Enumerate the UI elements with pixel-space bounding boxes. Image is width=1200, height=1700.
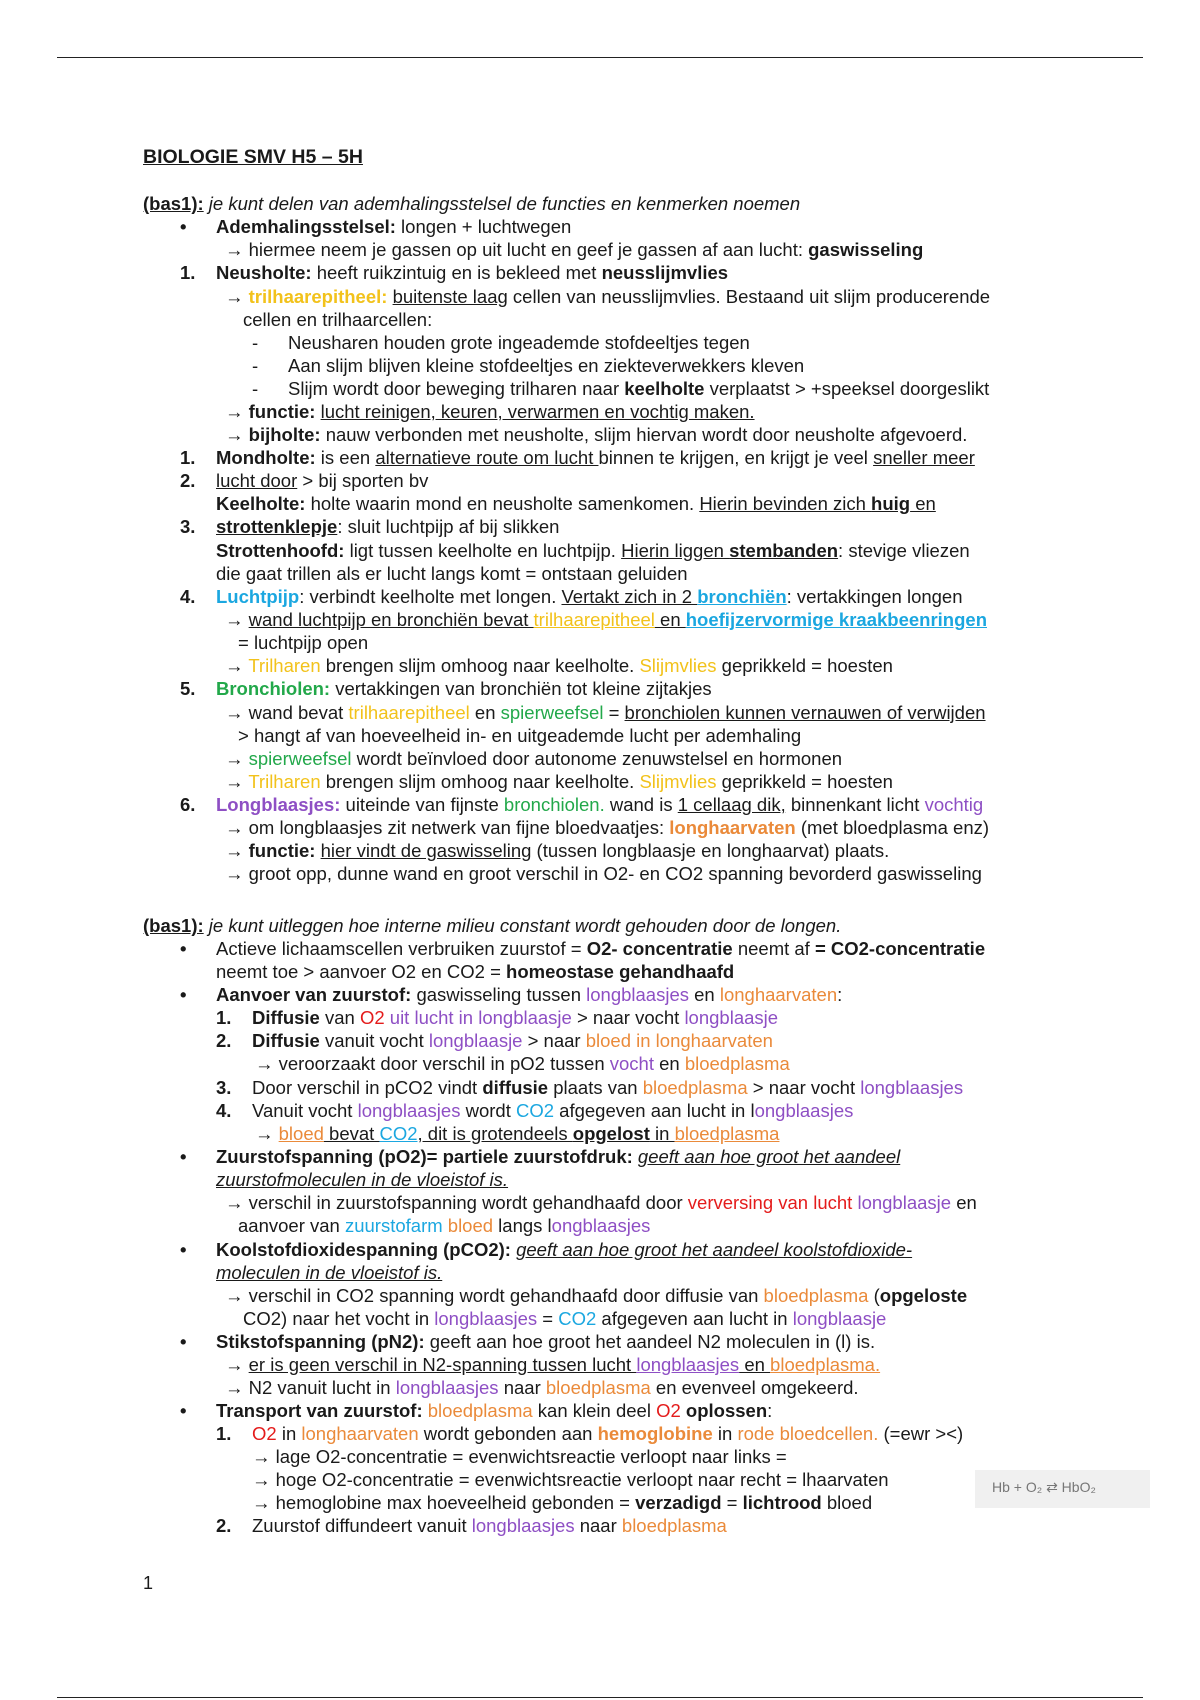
text-run: en: [653, 1053, 685, 1074]
list-marker: •: [180, 1400, 187, 1421]
text-run: lucht door: [216, 470, 298, 491]
text-run: binnenkant licht: [785, 794, 925, 815]
text-run: bronchiën: [697, 586, 787, 607]
text-run: → hiermee neem je gassen op uit lucht en geef je gassen af aan lucht:: [225, 239, 809, 260]
text-line: [216, 984, 842, 1006]
text-line: [216, 678, 712, 700]
text-run: functie:: [248, 401, 316, 422]
text-run: van: [319, 1007, 360, 1028]
text-run: spierweefsel: [248, 748, 352, 769]
text-run: longblaasje: [792, 1308, 887, 1329]
text-run: bronchiolen.: [503, 794, 605, 815]
text-run: →: [225, 401, 249, 422]
text-run: =: [603, 702, 625, 723]
text-run: hier vindt de gaswisseling: [320, 840, 532, 861]
text-run: uit lucht in longblaasje: [389, 1007, 572, 1028]
text-run: → veroorzaakt door verschil in pO2 tussen: [255, 1053, 610, 1074]
text-run: longblaasjes: [357, 1100, 461, 1121]
text-run: bloed: [821, 1492, 873, 1513]
text-run: ligt tussen keelholte en luchtpijp.: [344, 540, 622, 561]
text-run: longblaasje: [857, 1192, 952, 1213]
list-marker: •: [180, 1146, 187, 1167]
text-run: bloed: [447, 1215, 494, 1236]
text-run: huig: [871, 493, 911, 514]
text-line: [252, 1423, 963, 1445]
text-run: Trilharen: [248, 771, 321, 792]
text-run: oplossen: [685, 1400, 768, 1421]
text-run: en: [654, 609, 686, 630]
list-marker: 6.: [180, 794, 196, 815]
text-run: geeft aan hoe groot het aandeel: [637, 1146, 901, 1167]
text-run: CO2) naar het vocht in: [243, 1308, 435, 1329]
text-run: :: [767, 1400, 773, 1421]
text-run: plaats van: [548, 1077, 643, 1098]
list-marker: 2.: [180, 470, 196, 491]
text-run: Aan slijm blijven kleine stofdeeltjes en ziekteverwekkers kleven: [288, 355, 805, 376]
text-line: [216, 1262, 442, 1284]
text-run: in: [712, 1423, 738, 1444]
list-marker: 1.: [180, 262, 196, 283]
text-run: en: [910, 493, 936, 514]
text-line: [225, 424, 967, 446]
text-run: > hangt af van hoeveelheid in- en uitgeademde lucht per ademhaling: [238, 725, 802, 746]
text-run: O2: [252, 1423, 277, 1444]
text-run: →: [225, 286, 249, 307]
text-run: →: [225, 748, 249, 769]
text-run: cellen van neusslijmvlies. Bestaand uit slijm producerende: [507, 286, 991, 307]
text-line: [216, 586, 963, 608]
text-run: →: [255, 1123, 279, 1144]
text-run: wordt gebonden aan: [418, 1423, 598, 1444]
text-run: nauw verbonden met neusholte, slijm hiervan wordt door neusholte afgevoerd.: [320, 424, 968, 445]
text-run: : verbindt keelholte met longen.: [299, 586, 562, 607]
text-run: (=ewr ><): [878, 1423, 964, 1444]
list-marker: -: [252, 378, 259, 399]
equilibrium-formula: [975, 1470, 1150, 1508]
text-line: [252, 1446, 787, 1468]
text-run: → lage O2-concentratie = evenwichtsreactie verloopt naar links =: [252, 1446, 787, 1467]
top-rule: [57, 57, 1143, 58]
text-run: in: [276, 1423, 302, 1444]
list-marker: •: [180, 938, 187, 959]
text-line: [288, 355, 804, 377]
text-run: vocht: [609, 1053, 654, 1074]
text-run: → wand bevat: [225, 702, 349, 723]
text-run: moleculen in de vloeistof is.: [216, 1262, 443, 1283]
text-run: → verschil in CO2 spanning wordt gehandhaafd door diffusie van: [225, 1285, 764, 1306]
text-run: Hierin bevinden zich: [699, 493, 872, 514]
text-line: [225, 286, 990, 308]
text-line: [143, 193, 800, 215]
list-marker: 1.: [216, 1423, 232, 1444]
text-run: →: [225, 424, 249, 445]
text-run: vertakkingen van bronchiën tot kleine zijtakjes: [330, 678, 712, 699]
text-run: Mondholte:: [216, 447, 316, 468]
text-run: Hierin liggen: [621, 540, 730, 561]
text-run: binnen te krijgen, en krijgt je veel: [598, 447, 874, 468]
text-run: stembanden: [729, 540, 839, 561]
text-line: [225, 771, 893, 793]
text-line: [225, 840, 889, 862]
text-run: longblaasjes: [471, 1515, 575, 1536]
text-run: Strottenhoofd:: [216, 540, 345, 561]
list-marker: 5.: [180, 678, 196, 699]
text-line: [216, 1146, 900, 1168]
text-run: O2: [359, 1007, 385, 1028]
text-run: trilhaarepitheel: [533, 609, 655, 630]
text-run: longblaasjes: [586, 984, 689, 1005]
text-run: (bas1):: [143, 915, 204, 936]
text-run: CO2: [515, 1100, 555, 1121]
text-line: [252, 1492, 872, 1514]
text-run: = luchtpijp open: [238, 632, 369, 653]
list-marker: 3.: [180, 516, 196, 537]
text-run: bevat: [323, 1123, 380, 1144]
text-run: functie:: [248, 840, 316, 861]
text-run: =: [721, 1492, 743, 1513]
text-run: bloedplasma: [545, 1377, 651, 1398]
text-run: trilhaarepitheel:: [248, 286, 388, 307]
text-run: heeft ruikzintuig en is bekleed met: [311, 262, 602, 283]
text-run: wordt beïnvloed door autonome zenuwstelsel en hormonen: [351, 748, 843, 769]
text-run: Trilharen: [248, 655, 321, 676]
text-line: [225, 239, 923, 261]
text-line: [252, 1515, 727, 1537]
text-line: [143, 915, 841, 937]
text-run: trilhaarepitheel: [348, 702, 470, 723]
text-run: en: [739, 1354, 771, 1375]
text-line: [216, 516, 559, 538]
list-marker: 2.: [216, 1030, 232, 1051]
text-run: Actieve lichaamscellen verbruiken zuurstof =: [216, 938, 587, 959]
text-run: Luchtpijp: [216, 586, 300, 607]
text-line: [238, 725, 801, 747]
text-run: , dit is grotendeels: [417, 1123, 573, 1144]
list-marker: 4.: [216, 1100, 232, 1121]
text-run: rode bloedcellen.: [737, 1423, 879, 1444]
text-run: wordt: [460, 1100, 516, 1121]
text-run: → hoge O2-concentratie = evenwichtsreactie verloopt naar recht = lhaarvaten: [252, 1469, 889, 1490]
list-marker: 3.: [216, 1077, 232, 1098]
text-run: : sluit luchtpijp af bij slikken: [337, 516, 560, 537]
text-run: Diffusie: [252, 1030, 320, 1051]
text-run: en: [951, 1192, 977, 1213]
text-line: [216, 961, 734, 983]
text-line: [216, 447, 975, 469]
text-run: Bronchiolen:: [216, 678, 331, 699]
text-run: Ademhalingsstelsel:: [216, 216, 396, 237]
text-run: brengen slijm omhoog naar keelholte.: [320, 771, 640, 792]
text-run: opgelost: [572, 1123, 650, 1144]
text-run: hoefijzervormige kraakbeenringen: [685, 609, 987, 630]
text-run: en evenveel omgekeerd.: [650, 1377, 859, 1398]
text-run: longen + luchtwegen: [395, 216, 572, 237]
text-run: bloedplasma: [621, 1515, 727, 1536]
text-run: geprikkeld = hoesten: [716, 655, 893, 676]
text-run: holte waarin mond en neusholte samenkomen.: [305, 493, 700, 514]
text-run: Vertakt zich in 2: [561, 586, 698, 607]
text-run: longblaasje: [684, 1007, 779, 1028]
text-run: neemt toe > aanvoer O2 en CO2 =: [216, 961, 507, 982]
text-line: [225, 702, 986, 724]
list-marker: 2.: [216, 1515, 232, 1536]
text-run: →: [225, 840, 249, 861]
text-run: (: [868, 1285, 880, 1306]
bottom-rule: [57, 1697, 1143, 1698]
text-run: lichtrood: [742, 1492, 822, 1513]
text-line: [216, 794, 983, 816]
text-run: Aanvoer van zuurstof:: [216, 984, 412, 1005]
text-run: gaswisseling tussen: [411, 984, 587, 1005]
text-run: Slijmvlies: [639, 771, 717, 792]
text-run: afgegeven aan lucht in: [596, 1308, 793, 1329]
text-run: aanvoer van: [238, 1215, 345, 1236]
text-run: alternatieve route om lucht: [375, 447, 599, 468]
text-run: bloedplasma.: [770, 1354, 881, 1375]
list-marker: •: [180, 216, 187, 237]
text-run: opgeloste: [879, 1285, 968, 1306]
text-run: sneller meer: [873, 447, 975, 468]
text-run: gaswisseling: [808, 239, 924, 260]
text-line: [216, 1239, 912, 1261]
text-line: [252, 1030, 773, 1052]
text-run: zuurstofarm: [344, 1215, 443, 1236]
text-run: hemoglobine: [597, 1423, 713, 1444]
text-run: : vertakkingen longen: [786, 586, 963, 607]
text-run: naar: [574, 1515, 622, 1536]
text-run: Transport van zuurstof:: [216, 1400, 423, 1421]
text-run: neusslijmvlies: [601, 262, 729, 283]
text-run: bloed in longhaarvaten: [585, 1030, 773, 1051]
text-line: [238, 632, 368, 654]
text-run: cellen en trilhaarcellen:: [243, 309, 433, 330]
list-marker: •: [180, 1239, 187, 1260]
text-run: → hemoglobine max hoeveelheid gebonden =: [252, 1492, 636, 1513]
text-run: vochtig: [924, 794, 984, 815]
text-run: bloed: [278, 1123, 324, 1144]
text-run: (tussen longblaasje en longhaarvat) plaats.: [531, 840, 890, 861]
text-run: Keelholte:: [216, 493, 306, 514]
text-run: die gaat trillen als er lucht langs komt = ontstaan geluiden: [216, 563, 688, 584]
text-line: [216, 262, 728, 284]
text-line: [216, 938, 985, 960]
text-run: > bij sporten bv: [297, 470, 429, 491]
text-run: > naar vocht: [571, 1007, 685, 1028]
text-run: in: [649, 1123, 675, 1144]
text-run: bloedplasma: [684, 1053, 790, 1074]
text-run: en: [469, 702, 501, 723]
text-run: brengen slijm omhoog naar keelholte.: [320, 655, 640, 676]
text-run: geeft aan hoe groot het aandeel koolstofdioxide-: [516, 1239, 913, 1260]
text-line: [252, 1077, 963, 1099]
text-run: wand luchtpijp en bronchiën bevat: [248, 609, 534, 630]
text-run: keelholte: [624, 378, 705, 399]
text-run: spierweefsel: [500, 702, 604, 723]
list-marker: -: [252, 355, 259, 376]
text-run: Neusharen houden grote ingeademde stofdeeltjes tegen: [288, 332, 750, 353]
text-line: [252, 1007, 778, 1029]
text-run: (met bloedplasma enz): [795, 817, 990, 838]
text-run: buitenste laag: [392, 286, 508, 307]
text-line: [225, 1354, 880, 1376]
text-run: → om longblaasjes zit netwerk van fijne bloedvaatjes:: [225, 817, 670, 838]
text-line: [216, 1169, 508, 1191]
text-run: → verschil in zuurstofspanning wordt gehandhaafd door: [225, 1192, 688, 1213]
text-run: is een: [315, 447, 376, 468]
text-run: Koolstofdioxidespanning (pCO2):: [216, 1239, 511, 1260]
text-run: = CO2-concentratie: [814, 938, 986, 959]
text-line: [243, 1308, 886, 1330]
text-run: → N2 vanuit lucht in: [225, 1377, 396, 1398]
text-run: →: [225, 609, 249, 630]
list-marker: •: [180, 984, 187, 1005]
text-run: geprikkeld = hoesten: [716, 771, 893, 792]
text-run: →: [225, 1354, 249, 1375]
text-run: Door verschil in pCO2 vindt: [252, 1077, 483, 1098]
list-marker: 1.: [180, 447, 196, 468]
text-run: longhaarvaten: [719, 984, 838, 1005]
text-run: bloedplasma: [427, 1400, 533, 1421]
text-run: ongblaasjes: [551, 1215, 651, 1236]
text-run: (bas1):: [143, 193, 204, 214]
text-run: CO2: [379, 1123, 418, 1144]
text-line: [225, 748, 842, 770]
text-line: [216, 1331, 875, 1353]
text-run: homeostase gehandhaafd: [506, 961, 735, 982]
text-run: wand is: [604, 794, 678, 815]
text-run: geeft aan hoe groot het aandeel N2 moleculen in (l) is.: [424, 1331, 876, 1352]
text-run: verversing van lucht: [687, 1192, 853, 1213]
text-run: verplaatst > +speeksel doorgeslikt: [704, 378, 990, 399]
text-run: vanuit vocht: [319, 1030, 429, 1051]
text-run: longblaasjes: [636, 1354, 740, 1375]
text-line: [255, 1053, 790, 1075]
text-line: [255, 1123, 779, 1145]
text-line: [288, 378, 989, 400]
text-run: zuurstofmoleculen in de vloeistof is.: [216, 1169, 509, 1190]
text-line: [225, 609, 987, 631]
text-run: Neusholte:: [216, 262, 312, 283]
text-run: langs l: [493, 1215, 552, 1236]
text-run: kan klein deel: [532, 1400, 657, 1421]
text-line: [243, 309, 432, 331]
text-line: [252, 1100, 853, 1122]
text-run: bloedplasma: [642, 1077, 748, 1098]
text-line: [225, 655, 893, 677]
text-run: longblaasjes: [395, 1377, 499, 1398]
text-run: 1 cellaag dik,: [677, 794, 786, 815]
list-marker: -: [252, 332, 259, 353]
text-run: O2- concentratie: [586, 938, 733, 959]
text-run: bijholte:: [248, 424, 321, 445]
text-run: bloedplasma: [674, 1123, 780, 1144]
text-run: Zuurstofspanning (pO2)= partiele zuurstofdruk:: [216, 1146, 633, 1167]
text-run: Vanuit vocht: [252, 1100, 358, 1121]
text-run: :: [837, 984, 843, 1005]
list-marker: 1.: [216, 1007, 232, 1028]
text-line: [225, 401, 755, 423]
text-line: [216, 470, 428, 492]
text-run: →: [225, 655, 249, 676]
text-line: [216, 540, 970, 562]
text-line: [238, 1215, 650, 1237]
text-run: longhaarvaten: [301, 1423, 419, 1444]
text-run: afgegeven aan lucht in l: [554, 1100, 755, 1121]
page-number: 1: [143, 1573, 154, 1593]
text-run: longhaarvaten: [669, 817, 796, 838]
text-run: verzadigd: [635, 1492, 722, 1513]
text-run: Zuurstof diffundeert vanuit: [252, 1515, 472, 1536]
text-run: Diffusie: [252, 1007, 320, 1028]
text-run: longblaasjes: [434, 1308, 538, 1329]
text-line: [252, 1469, 889, 1491]
text-run: longblaasjes: [860, 1077, 964, 1098]
text-line: [225, 1285, 967, 1307]
text-run: en: [688, 984, 720, 1005]
text-run: : stevige vliezen: [838, 540, 970, 561]
text-run: Stikstofspanning (pN2):: [216, 1331, 425, 1352]
text-run: Slijm wordt door beweging trilharen naar: [288, 378, 625, 399]
text-line: [225, 863, 982, 885]
text-run: =: [537, 1308, 559, 1329]
page-title: BIOLOGIE SMV H5 – 5H: [143, 146, 363, 168]
text-line: [225, 1192, 977, 1214]
text-run: diffusie: [482, 1077, 549, 1098]
text-run: naar: [498, 1377, 546, 1398]
text-run: neemt af: [732, 938, 815, 959]
text-run: longblaasje: [428, 1030, 523, 1051]
text-run: Longblaasjes:: [216, 794, 341, 815]
text-run: bloedplasma: [763, 1285, 869, 1306]
text-line: [288, 332, 750, 354]
formula-text: Hb + O₂ ⇄ HbO₂: [992, 1479, 1096, 1495]
text-run: > naar vocht: [747, 1077, 861, 1098]
text-line: [216, 1400, 772, 1422]
text-run: CO2: [558, 1308, 597, 1329]
text-run: O2: [656, 1400, 681, 1421]
text-run: er is geen verschil in N2-spanning tussen lucht: [248, 1354, 637, 1375]
list-marker: •: [180, 1331, 187, 1352]
text-line: [216, 216, 571, 238]
text-run: → groot opp, dunne wand en groot verschil in O2- en CO2 spanning bevorderd gaswisseling: [225, 863, 982, 884]
list-marker: 4.: [180, 586, 196, 607]
text-run: uiteinde van fijnste: [340, 794, 504, 815]
text-run: > naar: [522, 1030, 586, 1051]
text-run: lucht reinigen, keuren, verwarmen en vochtig maken.: [320, 401, 755, 422]
text-run: →: [225, 771, 249, 792]
text-line: [216, 563, 688, 585]
text-run: bronchiolen kunnen vernauwen of verwijden: [624, 702, 986, 723]
text-run: je kunt uitleggen hoe interne milieu constant wordt gehouden door de longen.: [203, 915, 842, 936]
text-run: strottenklepje: [216, 516, 338, 537]
text-run: je kunt delen van ademhalingsstelsel de functies en kenmerken noemen: [203, 193, 801, 214]
text-run: ongblaasjes: [754, 1100, 854, 1121]
text-line: [216, 493, 936, 515]
text-line: [225, 817, 989, 839]
text-run: Slijmvlies: [639, 655, 717, 676]
text-line: [225, 1377, 859, 1399]
